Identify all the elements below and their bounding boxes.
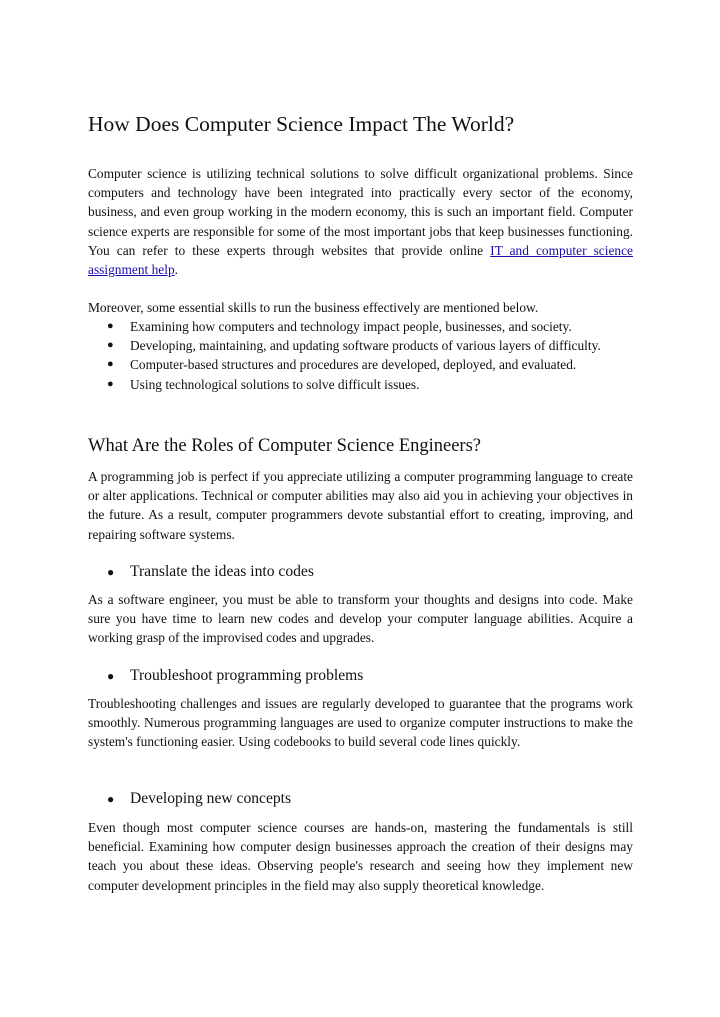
- bullet-icon: ●: [107, 339, 114, 352]
- skills-item-text: Using technological solutions to solve difficult issues.: [130, 376, 420, 392]
- subsection-heading-text: Troubleshoot programming problems: [130, 667, 364, 684]
- bullet-icon: ●: [107, 669, 115, 683]
- subsection-heading-text: Translate the ideas into codes: [130, 563, 314, 580]
- bullet-icon: ●: [107, 358, 114, 371]
- subsection-heading-troubleshoot: [88, 667, 363, 685]
- skills-list-item: [88, 317, 633, 336]
- skills-item-text: Computer-based structures and procedures are developed, deployed, and evaluated.: [130, 357, 577, 373]
- roles-section-heading: What Are the Roles of Computer Science Engineers?: [88, 436, 481, 456]
- skills-item-text: Examining how computers and technology impact people, businesses, and society.: [130, 319, 572, 334]
- skills-item-text: Developing, maintaining, and updating software products of various layers of difficulty.: [130, 338, 601, 354]
- intro-text: Computer science is utilizing technical solutions to solve difficult organizational problems. Since computers and technology have been integrated into practically every sector of the economy, business, and even group working in the modern economy, this is such an important field. Computer science experts are responsible for some of the most important jobs that keep businesses functioning. You can refer to these experts through websites that provide online: [88, 166, 633, 258]
- skills-list-item: [88, 375, 633, 394]
- subsection-heading-concepts: [88, 790, 291, 808]
- subsection-paragraph-concepts: Even though most computer science courses are hands-on, mastering the fundamentals is still beneficial. Examining how computer design businesses approach the creation of their designs may teach you about these ideas. Observing people's research and seeing how they implement new computer development principles in the field may also supply theoretical knowledge.: [88, 820, 633, 893]
- skills-list-item: [88, 355, 633, 374]
- bullet-icon: ●: [107, 565, 115, 579]
- intro-paragraph: [88, 164, 633, 279]
- assignment-help-link[interactable]: IT and computer science assignment help: [88, 242, 634, 278]
- skills-list: [88, 317, 633, 394]
- document-title: How Does Computer Science Impact The World?: [88, 112, 515, 136]
- intro-text-end: .: [174, 262, 179, 278]
- bullet-icon: ●: [107, 320, 114, 332]
- skills-lead-paragraph: Moreover, some essential skills to run the business effectively are mentioned below.: [88, 300, 539, 315]
- subsection-heading-text: Developing new concepts: [130, 790, 292, 807]
- skills-list-item: [88, 336, 633, 355]
- subsection-paragraph-translate: As a software engineer, you must be able to transform your thoughts and designs into code. Make sure you have time to learn new codes and develop your computer language abilities. Acquire a working grasp of the improvised codes and upgrades.: [88, 592, 633, 646]
- bullet-icon: ●: [107, 792, 115, 806]
- bullet-icon: ●: [107, 377, 114, 390]
- subsection-paragraph-troubleshoot: Troubleshooting challenges and issues are regularly developed to guarantee that the programs work smoothly. Numerous programming languages are used to organize computer instructions to make the system's functioning easier. Using codebooks to build several code lines quickly.: [88, 696, 633, 750]
- subsection-heading-translate: [88, 563, 314, 581]
- roles-paragraph: A programming job is perfect if you appreciate utilizing a computer programming language to create or alter applications. Technical or computer abilities may also aid you in achieving your objectives in the future. As a result, computer programmers devote substantial effort to creating, improving, and repairing software systems.: [88, 469, 633, 542]
